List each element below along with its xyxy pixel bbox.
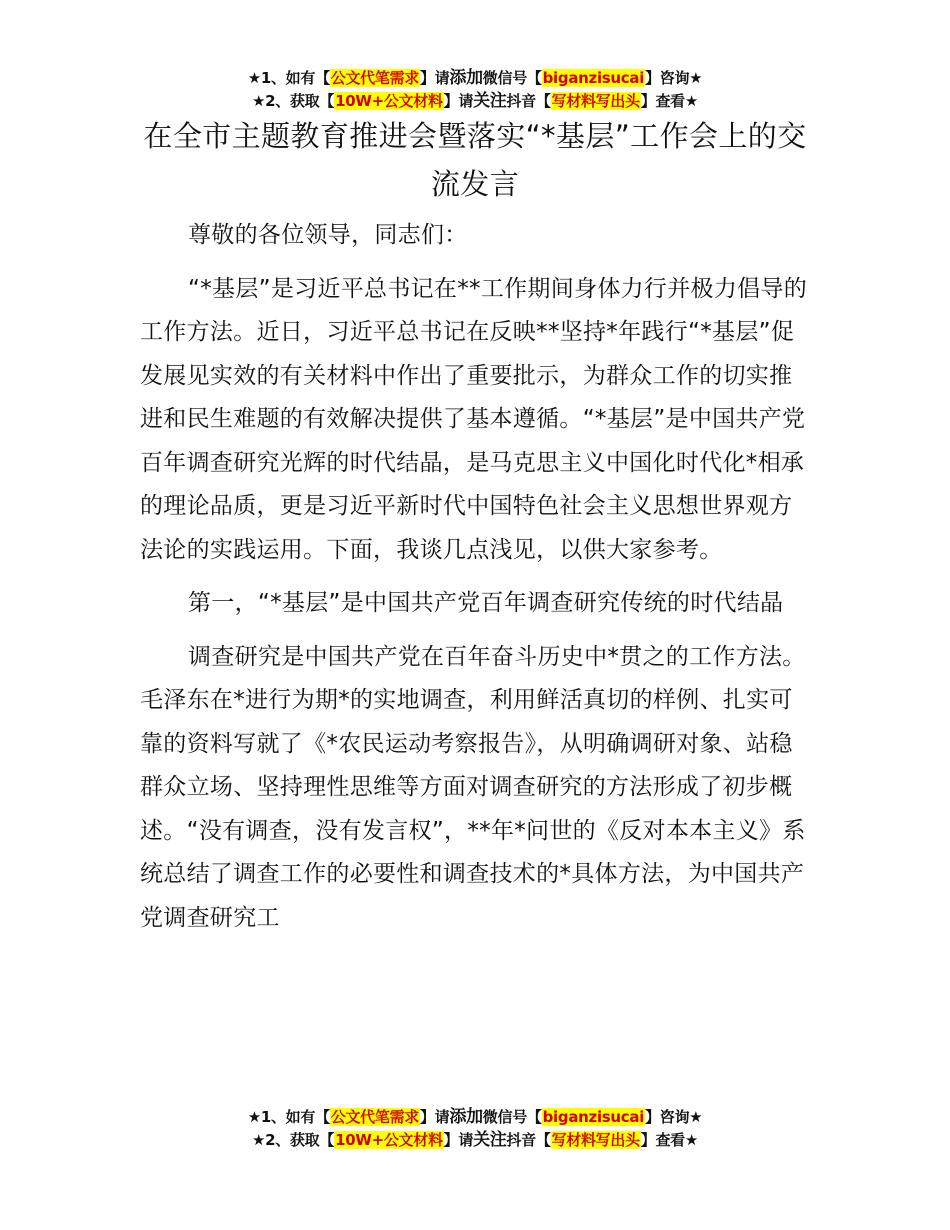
highlight-ghostwriting: 公文代笔需求 [330, 1108, 419, 1126]
highlight-materials: 10W+公文材料 [335, 92, 443, 110]
banner-text: ★2、获取【 [251, 1131, 335, 1149]
banner-text: 关注 [473, 1130, 507, 1150]
banner-line-1 [0, 1106, 950, 1129]
header-banner [0, 67, 950, 113]
banner-text: 】查看★ [640, 92, 699, 110]
highlight-wechat-id: biganzisucai [542, 1108, 645, 1126]
footer-banner [0, 1106, 950, 1152]
banner-line-2 [0, 90, 950, 113]
highlight-wechat-id: biganzisucai [542, 69, 645, 87]
document-title: 在全市主题教育推进会暨落实“*基层”工作会上的交流发言 [143, 119, 807, 201]
banner-text: 添加 [449, 1107, 483, 1127]
banner-text: 微信号【 [482, 1108, 542, 1126]
banner-text: 】咨询★ [645, 69, 703, 87]
document-body [140, 214, 812, 940]
banner-line-1 [0, 67, 950, 90]
banner-text: 微信号【 [482, 69, 542, 87]
banner-line-2 [0, 1129, 950, 1152]
banner-text: 】请 [443, 92, 474, 110]
paragraph-intro: “*基层”是习近平总书记在**工作期间身体力行并极力倡导的工作方法。近日，习近平总书记在反映**坚持*年践行“*基层”促发展见实效的有关材料中作出了重要批示，为群众工作的切实推进和民生难题的有效解决提供了基本遵循。“*基层”是中国共产党百年调查研究光辉的时代结晶，是马克思主义中国化时代化*相承的理论品质，更是习近平新时代中国特色社会主义思想世界观方法论的实践运用。下面，我谈几点浅见，以供大家参考。 [140, 275, 808, 563]
banner-text: 关注 [473, 91, 507, 111]
banner-text: ★1、如有【 [247, 1108, 330, 1126]
highlight-douyin: 写材料写出头 [551, 92, 640, 110]
greeting: 尊敬的各位领导，同志们： [188, 222, 468, 248]
paragraph-section-1: 调查研究是中国共产党在百年奋斗历史中*贯之的工作方法。毛泽东在*进行为期*的实地调查，利用鲜活真切的样例、扎实可靠的资料写就了《*农民运动考察报告》，从明确调研对象、站稳群众立场、坚持理性思维等方面对调查研究的方法形成了初步概述。“没有调查，没有发言权”，**年*问世的《反对本本主义》系统总结了调查工作的必要性和调查技术的*具体方法，为中国共产党调查研究工 [140, 643, 806, 931]
highlight-ghostwriting: 公文代笔需求 [330, 69, 419, 87]
banner-text: 】请 [443, 1131, 474, 1149]
banner-text: ★1、如有【 [247, 69, 330, 87]
banner-text: 】咨询★ [645, 1108, 703, 1126]
highlight-douyin: 写材料写出头 [551, 1131, 640, 1149]
banner-text: 】请 [419, 1108, 450, 1126]
banner-text: 】查看★ [640, 1131, 699, 1149]
banner-text: ★2、获取【 [251, 92, 335, 110]
banner-text: 添加 [449, 68, 483, 88]
section-heading-1: 第一，“*基层”是中国共产党百年调查研究传统的时代结晶 [188, 590, 784, 616]
banner-text: 抖音【 [506, 1131, 551, 1149]
banner-text: 抖音【 [506, 92, 551, 110]
highlight-materials: 10W+公文材料 [335, 1131, 443, 1149]
banner-text: 】请 [419, 69, 450, 87]
